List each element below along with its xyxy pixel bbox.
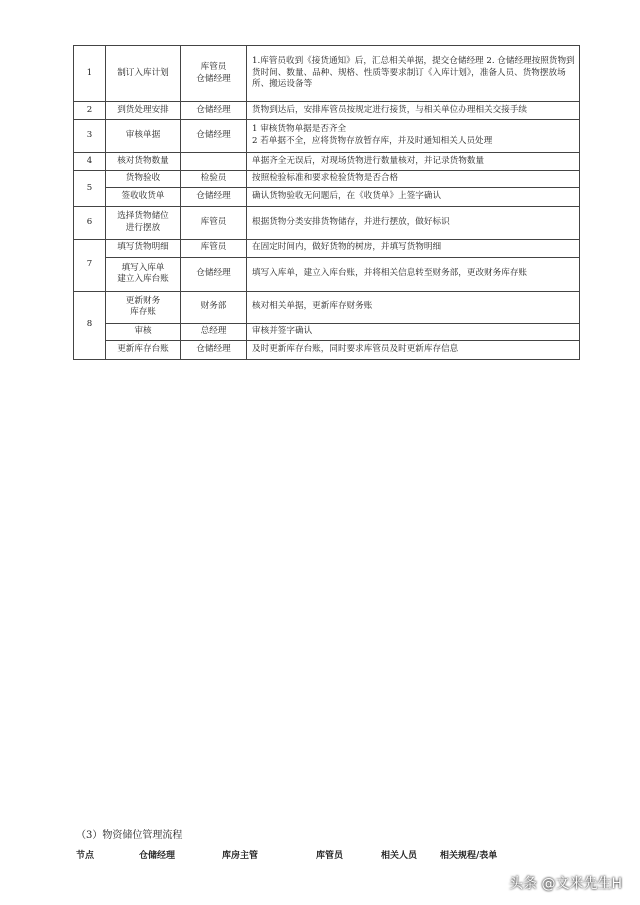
column-header-storekeeper: 库管员 (316, 851, 344, 861)
step-description: 核对相关单据，更新库存财务账 (247, 291, 580, 323)
step-role: 检验员 (181, 171, 247, 188)
watermark: 头条 @文米先生H (509, 876, 622, 892)
step-node: 更新财务 库存账 (106, 291, 181, 323)
table-row (74, 340, 580, 359)
step-role: 仓储经理 (181, 340, 247, 359)
process-table (73, 45, 580, 360)
step-node: 填写入库单 建立入库台账 (106, 257, 181, 291)
table-row (74, 153, 580, 171)
table-row (74, 206, 580, 239)
step-node: 审核单据 (106, 120, 181, 153)
step-node: 签收收货单 (106, 187, 181, 206)
table-row (74, 187, 580, 206)
step-number: 7 (74, 239, 106, 291)
step-role: 财务部 (181, 291, 247, 323)
section-title: （3）物资储位管理流程 (76, 830, 183, 841)
step-number: 4 (74, 153, 106, 171)
table-row (74, 120, 580, 153)
step-number: 8 (74, 291, 106, 359)
column-header-storeroom-supervisor: 库房主管 (222, 851, 259, 861)
step-role: 库管员 (181, 239, 247, 257)
step-node: 填写货物明细 (106, 239, 181, 257)
step-node: 货物验收 (106, 171, 181, 188)
step-node: 到货处理安排 (106, 102, 181, 120)
step-role: 仓储经理 (181, 102, 247, 120)
step-role: 库管员 仓储经理 (181, 46, 247, 102)
step-description: 单据齐全无误后，对现场货物进行数量核对，并记录货物数量 (247, 153, 580, 171)
step-number: 5 (74, 171, 106, 207)
table-row (74, 323, 580, 340)
column-header-related-forms: 相关规程/表单 (440, 851, 498, 861)
step-number: 6 (74, 206, 106, 239)
step-description: 及时更新库存台账，同时要求库管员及时更新库存信息 (247, 340, 580, 359)
step-role: 仓储经理 (181, 187, 247, 206)
step-description: 确认货物验收无问题后，在《收货单》上签字确认 (247, 187, 580, 206)
step-role: 库管员 (181, 206, 247, 239)
step-description: 填写入库单，建立入库台账，并将相关信息转至财务部，更改财务库存账 (247, 257, 580, 291)
step-role: 总经理 (181, 323, 247, 340)
step-role (181, 153, 247, 171)
table-row (74, 257, 580, 291)
step-description: 按照检验标准和要求检验货物是否合格 (247, 171, 580, 188)
step-description: 审核并签字确认 (247, 323, 580, 340)
table-row (74, 102, 580, 120)
step-number: 2 (74, 102, 106, 120)
table-row (74, 239, 580, 257)
table-row (74, 46, 580, 102)
step-description: 货物到达后，安排库管员按规定进行接货，与相关单位办理相关交接手续 (247, 102, 580, 120)
table-row (74, 291, 580, 323)
step-node: 选择货物储位 进行摆放 (106, 206, 181, 239)
table-row (74, 171, 580, 188)
step-role: 仓储经理 (181, 120, 247, 153)
step-number: 3 (74, 120, 106, 153)
step-description: 1 审核货物单据是否齐全 2 若单据不全，应将货物存放暂存库，并及时通知相关人员处理 (247, 120, 580, 153)
step-node: 核对货物数量 (106, 153, 181, 171)
step-number: 1 (74, 46, 106, 102)
step-description: 在固定时间内，做好货物的树房，并填写货物明细 (247, 239, 580, 257)
step-description: 根据货物分类安排货物储存，并进行摆放，做好标识 (247, 206, 580, 239)
step-node: 更新库存台账 (106, 340, 181, 359)
step-node: 制订入库计划 (106, 46, 181, 102)
step-description: 1.库管员收到《接货通知》后，汇总相关单据，提交仓储经理 2. 仓储经理按照货物到货时间、数量、品种、规格、性质等要求制订《入库计划》，准备人员、货物摆放场所、搬运设备等 (247, 46, 580, 102)
column-header-related-personnel: 相关人员 (381, 851, 418, 861)
column-header-node: 节点 (76, 851, 95, 861)
step-role: 仓储经理 (181, 257, 247, 291)
step-node: 审核 (106, 323, 181, 340)
column-header-warehouse-manager: 仓储经理 (139, 851, 176, 861)
